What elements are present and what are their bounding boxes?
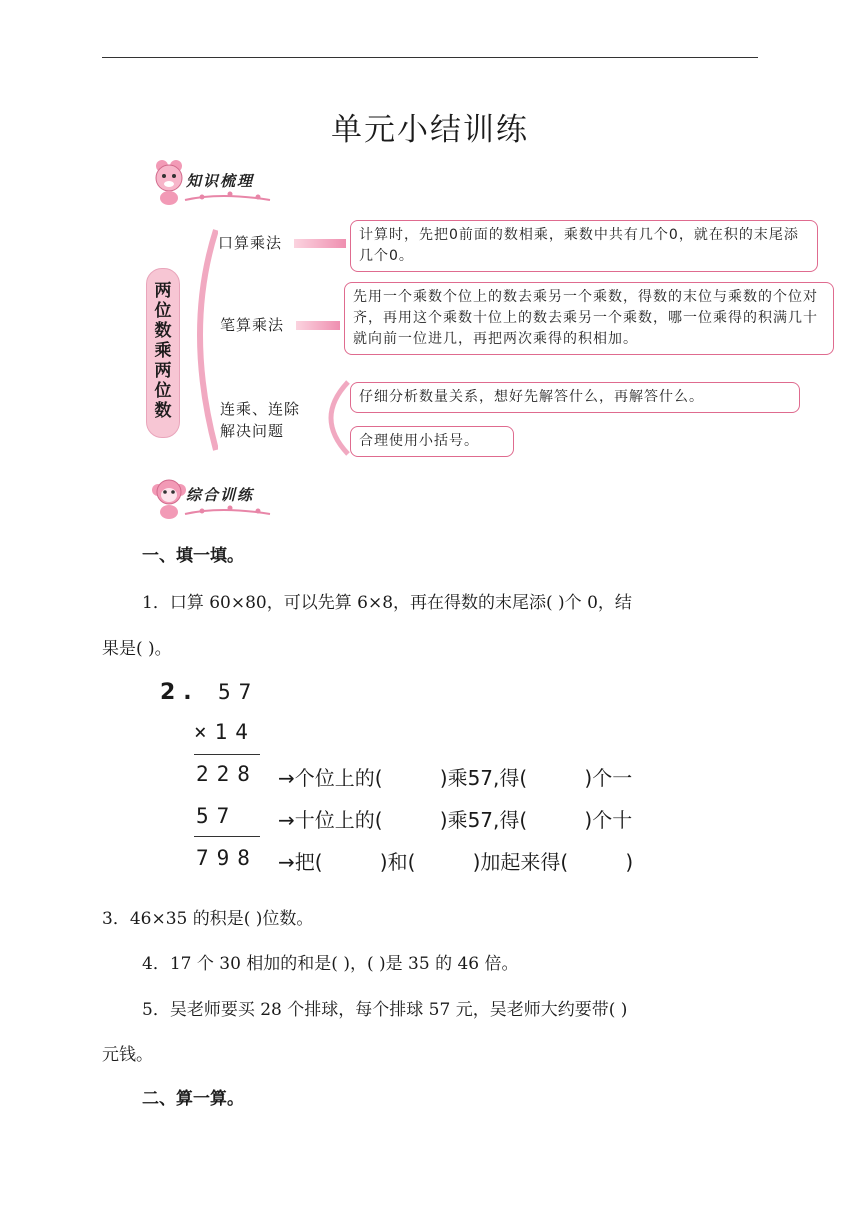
question-5-line2: 元钱。 <box>102 1045 153 1065</box>
mindmap-center <box>146 268 180 438</box>
center-char: 位 <box>154 301 172 321</box>
question-2-number: 2. <box>160 680 200 705</box>
branch-oral: 口算乘法 <box>218 234 283 252</box>
center-char: 两 <box>154 361 172 381</box>
calc-row-x14: ×14 <box>194 720 256 744</box>
section-header-knowledge <box>140 156 280 208</box>
branch-bar <box>294 239 346 248</box>
calc-explain-sum: →把( )和( )加起来得( ) <box>278 850 634 874</box>
note-box-oral: 计算时，先把0前面的数相乘，乘数中共有几个0，就在积的末尾添几个0。 <box>350 220 818 272</box>
page-title: 单元小结训练 <box>331 112 529 148</box>
question-5-line1: 5．吴老师要买 28 个排球，每个排球 57 元，吴老师大约要带( ) <box>142 1000 628 1020</box>
question-2-vertical-calc <box>160 676 830 876</box>
note-box-written: 先用一个乘数个位上的数去乘另一个乘数，得数的末位与乘数的个位对齐，再用这个乘数十位上的数去乘另一个乘数，哪一位乘得的积满几十就向前一位进几，再把两次乘得的积相加。 <box>344 282 834 355</box>
branch-written: 笔算乘法 <box>220 316 285 334</box>
question-1-line2: 果是( )。 <box>102 639 172 659</box>
branch-solve-l2: 解决问题 <box>220 422 285 440</box>
calc-rule <box>194 836 260 837</box>
branch-solve-l1: 连乘、连除 <box>220 400 301 418</box>
branch-bar <box>296 321 340 330</box>
section-label-knowledge: 知识梳理 <box>186 172 255 190</box>
section-header-practice <box>140 470 280 522</box>
part2-heading: 二、算一算。 <box>142 1089 244 1109</box>
calc-explain-tens: →十位上的( )乘57,得( )个十 <box>278 808 633 832</box>
top-rule <box>102 57 758 58</box>
note-box-brackets: 合理使用小括号。 <box>350 426 514 457</box>
calc-row-228: 228 <box>196 762 258 786</box>
part1-heading: 一、填一填。 <box>142 546 244 566</box>
knowledge-mindmap <box>144 210 834 460</box>
calc-row-798: 798 <box>196 846 258 870</box>
center-char: 两 <box>154 281 172 301</box>
calc-explain-ones: →个位上的( )乘57,得( )个一 <box>278 766 633 790</box>
calc-row-57: 57 <box>218 680 260 704</box>
calc-rule <box>194 754 260 755</box>
mindmap-sub-brace <box>314 378 350 458</box>
note-box-analysis: 仔细分析数量关系，想好先解答什么，再解答什么。 <box>350 382 800 413</box>
section-label-practice: 综合训练 <box>186 486 255 504</box>
mindmap-brace <box>178 210 218 460</box>
center-char: 位 <box>154 381 172 401</box>
center-char: 乘 <box>154 341 172 361</box>
center-char: 数 <box>154 321 172 341</box>
center-char: 数 <box>154 401 172 421</box>
question-1-line1: 1．口算 60×80，可以先算 6×8，再在得数的末尾添( )个 0，结 <box>142 593 632 613</box>
question-3: 3．46×35 的积是( )位数。 <box>102 909 314 929</box>
calc-row-57b: 57 <box>196 804 238 828</box>
question-4: 4．17 个 30 相加的和是( )，( )是 35 的 46 倍。 <box>142 954 519 974</box>
